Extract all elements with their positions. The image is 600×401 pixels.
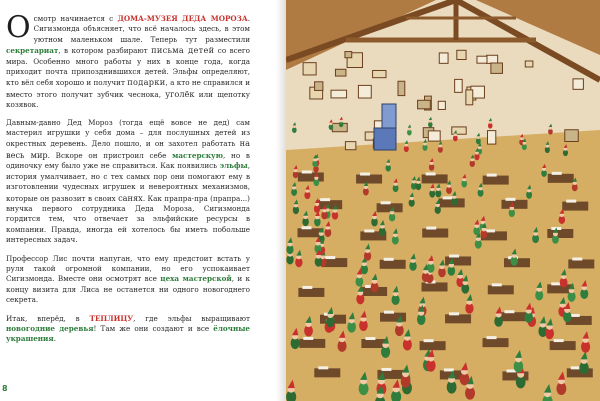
desk bbox=[298, 288, 324, 297]
wall-frame bbox=[457, 50, 466, 59]
paper-stack bbox=[551, 282, 561, 285]
wall-frame bbox=[565, 130, 578, 142]
desk bbox=[501, 200, 527, 209]
paragraph-4: Итак, вперёд, в ТЕПЛИЦУ, где эльфы выращивают новогодние деревья! Там же они создают и все ёлочные украшения. bbox=[6, 313, 250, 344]
highlight-greenhouse: ТЕПЛИЦУ bbox=[89, 313, 134, 323]
paper-stack bbox=[449, 312, 459, 315]
paragraph-2: Давным-давно Дед Мороз (тогда ещё вовсе не дед) сам мастерил игрушки у себя дома – для послушных детей из окрестных деревень. Дело пошло, и он захотел работать на весь мир. Вскоре он пристроил себе мастерскую, но в одиночку ему было уже не справиться. Как появились эльфы, история умалчивает, но с тех самых пор они помогают ему в изготовлении чудесных игрушек и невероятных механизмов, которые он развозит в своих санях. Как прапра-пра (прапра...) внучка первого сотрудника Деда Мороза, Сигизмонда гордится тем, что отвечает за эльфийские ресурсы в компании. Правда, иногда ей хотелось бы иметь побольше интересных задач. bbox=[6, 117, 250, 245]
wall-frame bbox=[491, 63, 503, 73]
paper-stack bbox=[302, 226, 312, 229]
blue-cabinet bbox=[374, 128, 396, 150]
blue-box bbox=[382, 104, 396, 128]
highlight-coal: уголёк bbox=[165, 88, 195, 99]
paper-stack bbox=[364, 229, 374, 232]
desk bbox=[483, 338, 509, 347]
paper-stack bbox=[554, 339, 564, 342]
highlight-elves: эльфы bbox=[219, 161, 248, 171]
desk bbox=[422, 282, 448, 291]
desk bbox=[356, 175, 382, 184]
wall-frame bbox=[335, 69, 346, 76]
highlight-gifts: подарки bbox=[127, 77, 166, 88]
paper-stack bbox=[426, 227, 436, 230]
left-page bbox=[0, 0, 286, 401]
paper-stack bbox=[325, 256, 335, 259]
paragraph-3: Профессор Лис почти напуган, что ему предстоит встать у руля такой огромной компании, но его успокаивает Сигизмонда. Вместе они осмотрят все цеха мастерской, и к концу визита для Лиса не останется ни одного новогоднего секрета. bbox=[6, 253, 250, 305]
highlight-house-museum: ДОМА-МУЗЕЯ ДЕДА МОРОЗА bbox=[117, 14, 248, 23]
wall-frame bbox=[303, 63, 316, 75]
paper-stack bbox=[360, 173, 370, 176]
wall-frame bbox=[373, 70, 386, 77]
highlight-workshop: мастерскую bbox=[172, 150, 224, 160]
paper-stack bbox=[572, 257, 582, 260]
paper-stack bbox=[426, 172, 436, 175]
wall-frame bbox=[345, 142, 355, 150]
desk bbox=[548, 174, 574, 183]
highlight-workshop-shops: цеха мастерской bbox=[160, 274, 232, 284]
paper-stack bbox=[384, 311, 394, 314]
paper-stack bbox=[303, 337, 313, 340]
desk bbox=[568, 259, 594, 268]
paper-stack bbox=[384, 258, 394, 261]
paper-stack bbox=[424, 339, 434, 342]
paper-stack bbox=[381, 201, 391, 204]
desk bbox=[377, 203, 403, 212]
paper-stack bbox=[443, 196, 453, 199]
wall-frame bbox=[418, 100, 431, 109]
paper-stack bbox=[318, 366, 328, 369]
paper-stack bbox=[320, 198, 330, 201]
desk bbox=[380, 313, 406, 322]
paragraph-1: Осмотр начинается с ДОМА-МУЗЕЯ ДЕДА МОРОЗА. Сигизмонда объясняет, что всё началось здесь, в этом уютном маленьком шале. Теперь тут разместили секретариат, в котором разбирают письма детей со всего мира. Особенно много работы у них в конце года, когда приходит почта припозднившихся детей. Эльфы определяют, кто вёл себя хорошо и получит подарки, а кто не справился и вместо этого получит зубчик чеснока, уголёк или щепотку козявок. bbox=[6, 10, 250, 110]
desk bbox=[562, 202, 588, 211]
highlight-secretariat: секретариат bbox=[6, 46, 59, 56]
illustration-canvas bbox=[286, 0, 600, 401]
wall-frame bbox=[315, 82, 323, 91]
wall-frame bbox=[398, 81, 405, 95]
paper-stack bbox=[302, 286, 312, 289]
wall-frame bbox=[466, 90, 473, 105]
desk bbox=[422, 229, 448, 238]
highlight-trees: новогодние деревья bbox=[6, 323, 94, 333]
wall-frame bbox=[477, 56, 487, 63]
paper-stack bbox=[302, 170, 312, 173]
desk bbox=[314, 368, 340, 377]
paper-stack bbox=[444, 368, 454, 371]
wall-frame bbox=[573, 79, 583, 89]
desk bbox=[488, 285, 514, 294]
wall-frame bbox=[438, 101, 445, 109]
desk bbox=[483, 176, 509, 185]
page-number: 8 bbox=[2, 384, 8, 393]
body-text bbox=[6, 10, 250, 353]
paper-stack bbox=[381, 368, 391, 371]
wall-frame bbox=[439, 53, 448, 63]
desk bbox=[380, 260, 406, 269]
desk bbox=[550, 341, 576, 350]
elf-office-illustration bbox=[286, 0, 600, 401]
desk bbox=[547, 229, 573, 238]
paper-stack bbox=[449, 254, 459, 257]
paper-stack bbox=[492, 283, 502, 286]
paper-stack bbox=[487, 336, 497, 339]
wall-frame bbox=[487, 55, 498, 63]
wall-frame bbox=[455, 79, 463, 92]
paper-stack bbox=[504, 310, 514, 313]
wall-frame bbox=[345, 52, 352, 58]
wall-frame bbox=[358, 85, 371, 98]
paper-stack bbox=[505, 198, 515, 201]
wall-frame bbox=[487, 131, 495, 144]
wall-frame bbox=[331, 90, 347, 98]
drop-cap: О bbox=[6, 10, 31, 45]
desk bbox=[299, 339, 325, 348]
highlight-sleigh: санях bbox=[118, 192, 143, 203]
paper-stack bbox=[566, 200, 576, 203]
wall-frame bbox=[428, 131, 440, 141]
highlight-letters: письма детей bbox=[151, 45, 215, 56]
paper-stack bbox=[552, 172, 562, 175]
paper-stack bbox=[487, 174, 497, 177]
desk bbox=[298, 172, 324, 181]
wall-frame bbox=[525, 61, 533, 67]
desk bbox=[422, 174, 448, 183]
paper-stack bbox=[365, 337, 375, 340]
desk bbox=[445, 314, 471, 323]
highlight-ornaments: ёлочные украшения bbox=[6, 323, 250, 344]
desk bbox=[500, 312, 526, 321]
highlight-whole-world: на весь мир bbox=[6, 138, 250, 160]
desk bbox=[420, 341, 446, 350]
